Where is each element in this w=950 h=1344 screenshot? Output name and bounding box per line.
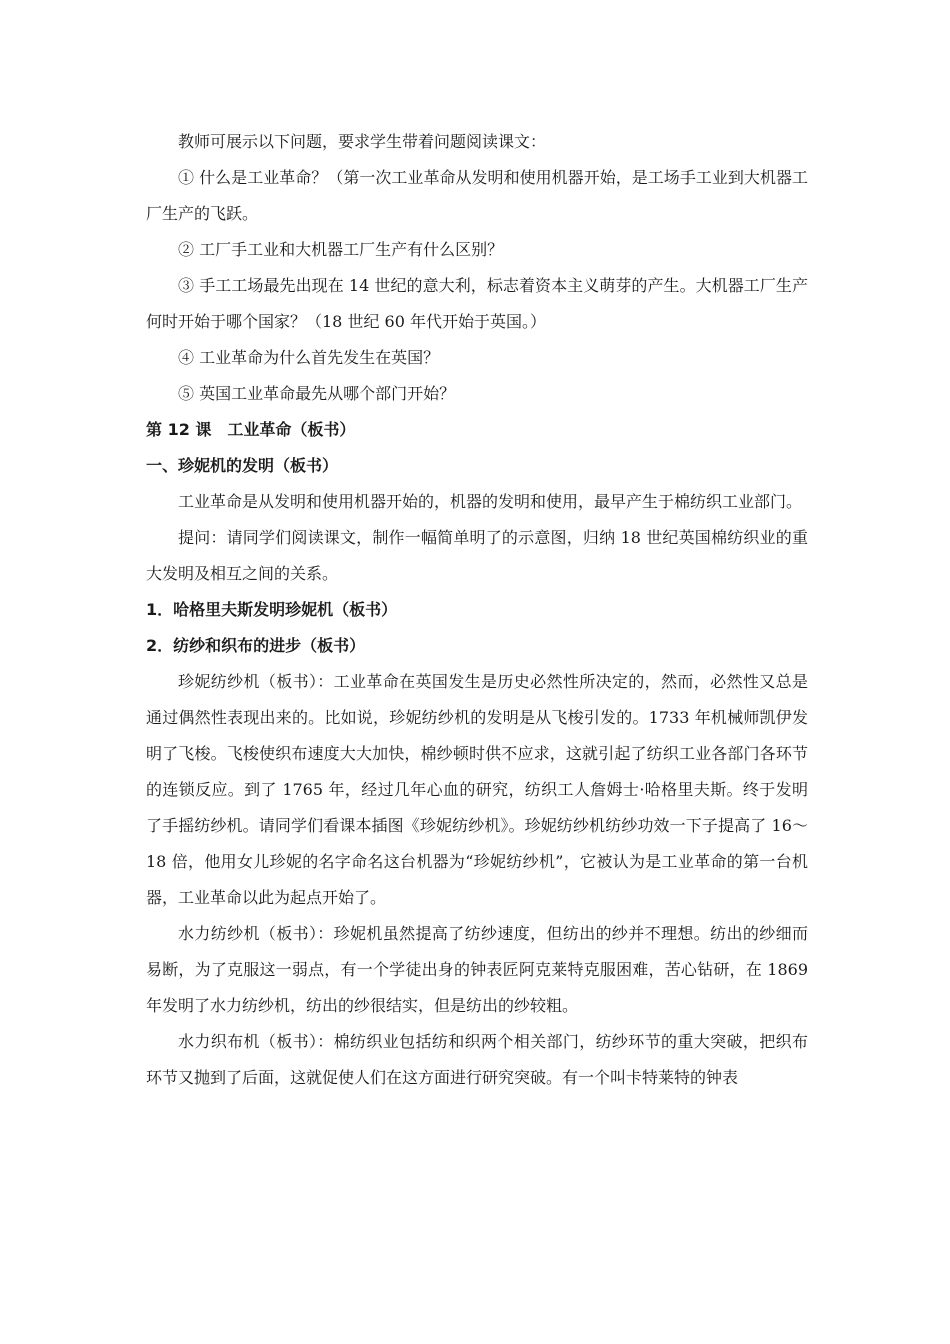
question-2: ② 工厂手工业和大机器工厂生产有什么区别？ [178,240,504,259]
subsection-heading-2: 2．纺纱和织布的进步（板书） [146,636,366,655]
intro-paragraph: 教师可展示以下问题，要求学生带着问题阅读课文： [178,132,547,151]
document-body [146,124,808,1096]
question-4: ④ 工业革命为什么首先发生在英国？ [178,348,440,367]
question-3: ③ 手工工场最先出现在 14 世纪的意大利，标志着资本主义萌芽的产生。大机器工厂生产何时开始于哪个国家？（18 世纪 60 年代开始于英国。） [146,276,808,331]
body-paragraph-water-frame: 水力纺纱机（板书）：珍妮机虽然提高了纺纱速度，但纺出的纱并不理想。纺出的纱细而易断，为了克服这一弱点，有一个学徒出身的钟表匠阿克莱特克服困难，苦心钻研，在 1869 年发明了水力纺纱机，纺出的纱很结实，但是纺出的纱较粗。 [146,924,808,1015]
question-5: ⑤ 英国工业革命最先从哪个部门开始？ [178,384,456,403]
question-1: ① 什么是工业革命？（第一次工业革命从发明和使用机器开始，是工场手工业到大机器工厂生产的飞跃。 [146,168,808,223]
subsection-heading-1: 1．哈格里夫斯发明珍妮机（板书） [146,600,398,619]
section-heading-1: 一、珍妮机的发明（板书） [146,456,339,475]
body-paragraph: 工业革命是从发明和使用机器开始的，机器的发明和使用，最早产生于棉纺织工业部门。 [178,492,803,511]
lesson-title-heading: 第 12 课 工业革命（板书） [146,420,356,439]
body-paragraph-power-loom: 水力织布机（板书）：棉纺织业包括纺和织两个相关部门，纺纱环节的重大突破，把织布环节又抛到了后面，这就促使人们在这方面进行研究突破。有一个叫卡特莱特的钟表 [146,1032,808,1087]
body-paragraph-jenny: 珍妮纺纱机（板书）：工业革命在英国发生是历史必然性所决定的，然而，必然性又总是通过偶然性表现出来的。比如说，珍妮纺纱机的发明是从飞梭引发的。1733 年机械师凯伊发明了飞梭。飞梭使织布速度大大加快，棉纱顿时供不应求，这就引起了纺织工业各部门各环节的连锁反应。到了 1765 年，经过几年心血的研究，纺织工人詹姆士·哈格里夫斯。终于发明了手摇纺纱机。请同学们看课本插图《珍妮纺纱机》。珍妮纺纱机纺纱功效一下子提高了 16～18 倍，他用女儿珍妮的名字命名这台机器为“珍妮纺纱机”，它被认为是工业革命的第一台机器，工业革命以此为起点开始了。 [146,672,808,907]
question-paragraph: 提问：请同学们阅读课文，制作一幅简单明了的示意图，归纳 18 世纪英国棉纺织业的重大发明及相互之间的关系。 [146,528,808,583]
